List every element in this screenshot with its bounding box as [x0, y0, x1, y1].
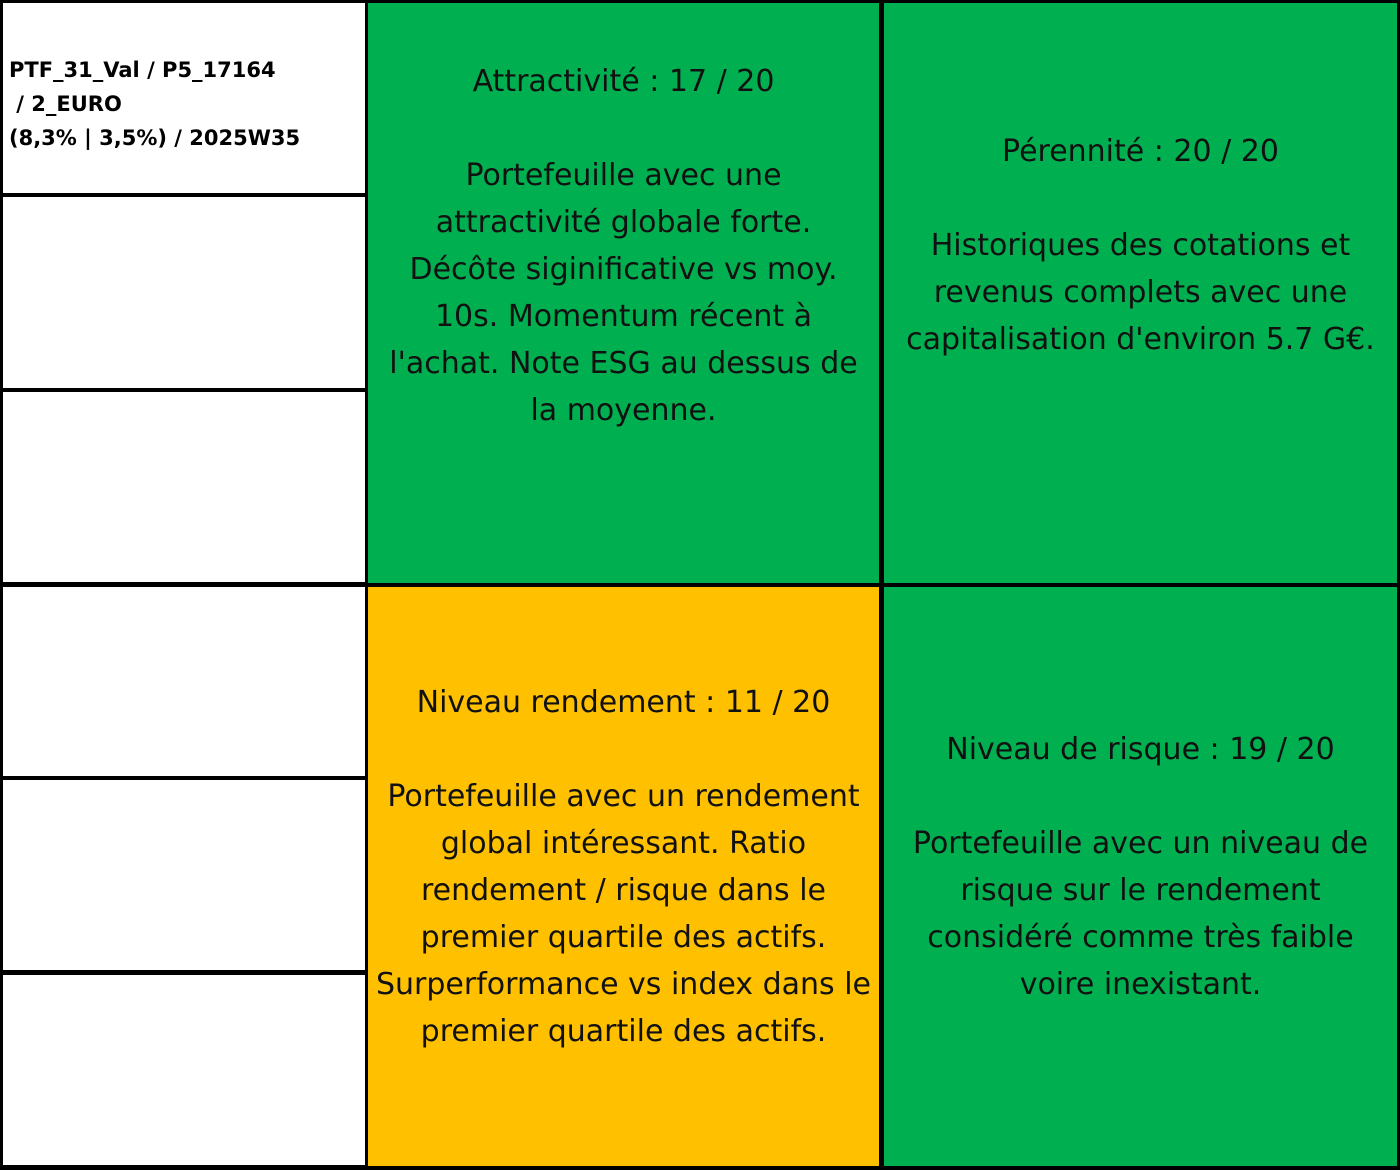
empty-cell [3, 975, 365, 1165]
portfolio-currency: / 2_EURO [9, 92, 122, 116]
risque-cell [884, 587, 1397, 1166]
rendement-cell [368, 587, 879, 1166]
perennite-cell [884, 3, 1397, 583]
portfolio-performance-week: (8,3% | 3,5%) / 2025W35 [9, 126, 301, 150]
empty-cell [3, 587, 365, 776]
rendement-title: Niveau rendement : 11 / 20 [416, 684, 831, 720]
header-cell [3, 3, 365, 193]
perennite-title: Pérennité : 20 / 20 [1002, 134, 1279, 169]
empty-cell [3, 197, 365, 388]
attractivite-title: Attractivité : 17 / 20 [472, 63, 775, 99]
empty-cell [3, 392, 365, 582]
perennite-description: Historiques des cotations et revenus complets avec une capitalisation d'environ 5.7 G€. [906, 228, 1375, 357]
attractivite-cell [368, 3, 879, 583]
empty-cell [3, 780, 365, 970]
risque-title: Niveau de risque : 19 / 20 [946, 731, 1335, 767]
rendement-description: Portefeuille avec un rendement global intéressant. Ratio rendement / risque dans le premier quartile des actifs. Surperformance vs index dans le premier quartile des actifs. [376, 778, 871, 1049]
risque-description: Portefeuille avec un niveau de risque sur le rendement considéré comme très faible voire inexistant. [912, 825, 1369, 1002]
portfolio-id: PTF_31_Val / P5_17164 [9, 58, 276, 82]
portfolio-header [9, 53, 300, 155]
attractivite-description: Portefeuille avec une attractivité globale forte. Décôte siginificative vs moy. 10s. Momentum récent à l'achat. Note ESG au dessus de la moyenne. [389, 157, 858, 428]
